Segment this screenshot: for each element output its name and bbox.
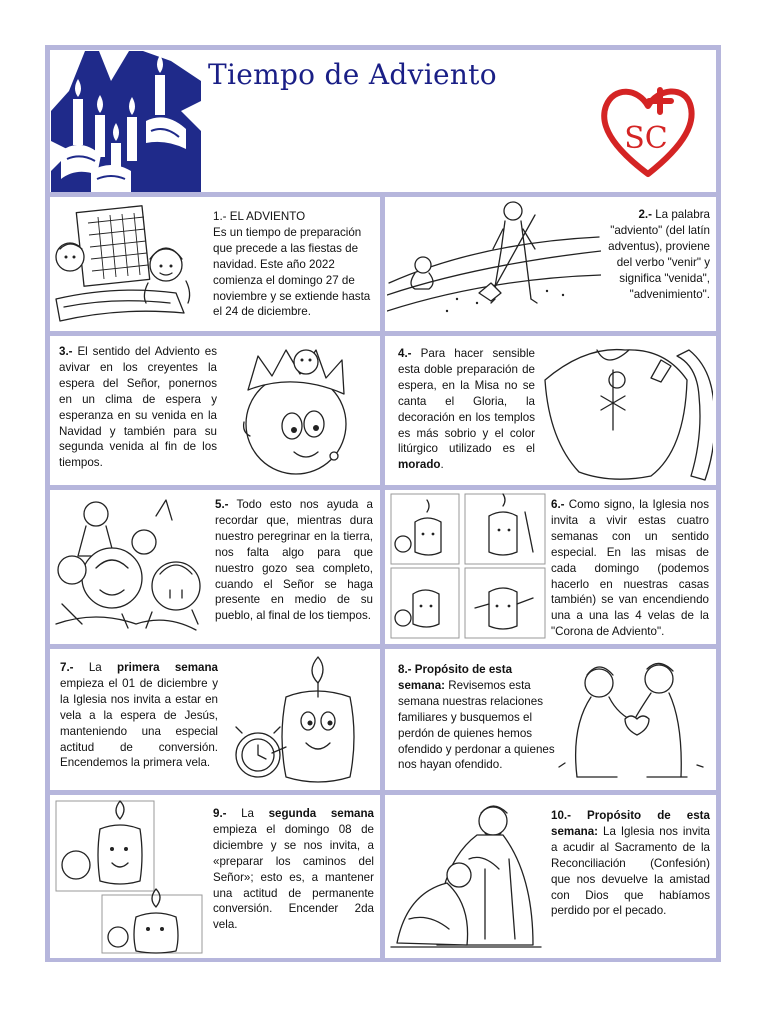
advent-candles-grid-illustration [389, 492, 549, 642]
section-7-number: 7.- [60, 661, 74, 674]
section-5-body: Todo esto nos ayuda a recordar que, mientras dura nuestro peregrinar en la tierra, nos falta algo para que nuestro gozo sea completo, cuando el Señor se haga presente en medio de su pueblo, al final de los tiempos. [215, 498, 373, 623]
section-9-number: 9.- [213, 807, 227, 820]
section-8-body: Revisemos esta semana nuestras relaciones familiares y busquemos el perdón de quienes hemos ofendido y perdonar a quienes nos hayan ofendido. [398, 678, 555, 772]
section-2 [385, 197, 716, 331]
section-10-heading: 10.- Propósito de esta semana: [551, 809, 710, 838]
section-7-body: empieza el 01 de diciembre y la Iglesia nos invita a estar en vela a la espera de Jesús, manteniendo una especial actitud de conversión. Encendemos la primera vela. [60, 676, 218, 770]
section-1 [50, 197, 380, 331]
section-1-heading: 1.- EL ADVIENTO [213, 210, 306, 223]
section-5-number: 5.- [215, 498, 229, 511]
reconciling-friends-illustration [551, 653, 713, 787]
section-4-body: Para hacer sensible esta doble preparación de espera, en la Misa no se canta el Gloria, la decoración en los templos es más sobrio y el color litúrgico utilizado es el [398, 347, 535, 456]
section-5 [50, 490, 380, 644]
section-10 [385, 795, 716, 958]
section-9-pre: La [226, 807, 269, 820]
section-3 [50, 336, 380, 485]
section-7 [50, 649, 380, 790]
sc-heart-logo [600, 82, 696, 180]
section-7-bold-word: primera semana [117, 661, 218, 674]
section-4 [385, 336, 716, 485]
section-3-number: 3.- [59, 345, 73, 358]
candle-character-clock-illustration [226, 655, 376, 787]
section-8 [385, 649, 716, 790]
section-9 [50, 795, 380, 958]
section-2-number: 2.- [638, 208, 652, 221]
section-8-heading: 8.- Propósito de esta semana: [398, 663, 513, 692]
pilgrim-crowd-illustration [52, 494, 212, 640]
logo-text: SC [624, 121, 668, 156]
section-4-bold-word: morado [398, 458, 441, 472]
section-4-end: . [440, 458, 444, 472]
page-title: Tiempo de Adviento [208, 58, 497, 91]
children-calendar-illustration [54, 203, 204, 327]
section-9-body: empieza el domingo 08 de diciembre y se nos invita, a «preparar los caminos del Señor»; esto es, a mantener una actitud de permanente conversión. Encender 2da vela. [213, 822, 374, 932]
section-10-body: La Iglesia nos invita a acudir al Sacramento de la Reconciliación (Confesión) que nos devuelve la amistad con Dios que habíamos perdido por el pecado. [551, 824, 710, 918]
chasuble-stole-illustration [537, 340, 713, 482]
prodigal-son-embrace-illustration [389, 799, 547, 955]
section-4-number: 4.- [398, 347, 412, 360]
man-sweeping-path-illustration [387, 199, 601, 329]
crowned-child-illustration [222, 340, 378, 482]
section-6-body: Como signo, la Iglesia nos invita a vivir estas cuatro semanas con un sentido especial. En las misas de cada domingo (podemos hacerlo en nuestras casas también) se van encendiendo una a una las 4 velas de la "Corona de Adviento". [551, 498, 709, 639]
candles-hands-illustration [51, 51, 201, 192]
section-6-number: 6.- [551, 498, 565, 511]
section-6 [385, 490, 716, 644]
section-7-pre: La [73, 661, 117, 674]
section-9-bold-word: segunda semana [268, 807, 375, 820]
two-candles-illustration [54, 799, 206, 955]
section-2-body: La palabra "adviento" (del latín adventus), proviene del verbo "venir" y significa "venida", "advenimiento". [608, 208, 710, 301]
section-3-body: El sentido del Adviento es avivar en los creyentes la espera del Señor, ponernos en un clima de espera y esperanza en su venida en la Navidad y también para su segunda venida al fin de los tiempos. [59, 345, 217, 470]
section-1-body: Es un tiempo de preparación que precede a las fiestas de navidad. Este año 2022 comienza el domingo 27 de noviembre y se extiende hasta el 24 de diciembre. [213, 225, 371, 319]
